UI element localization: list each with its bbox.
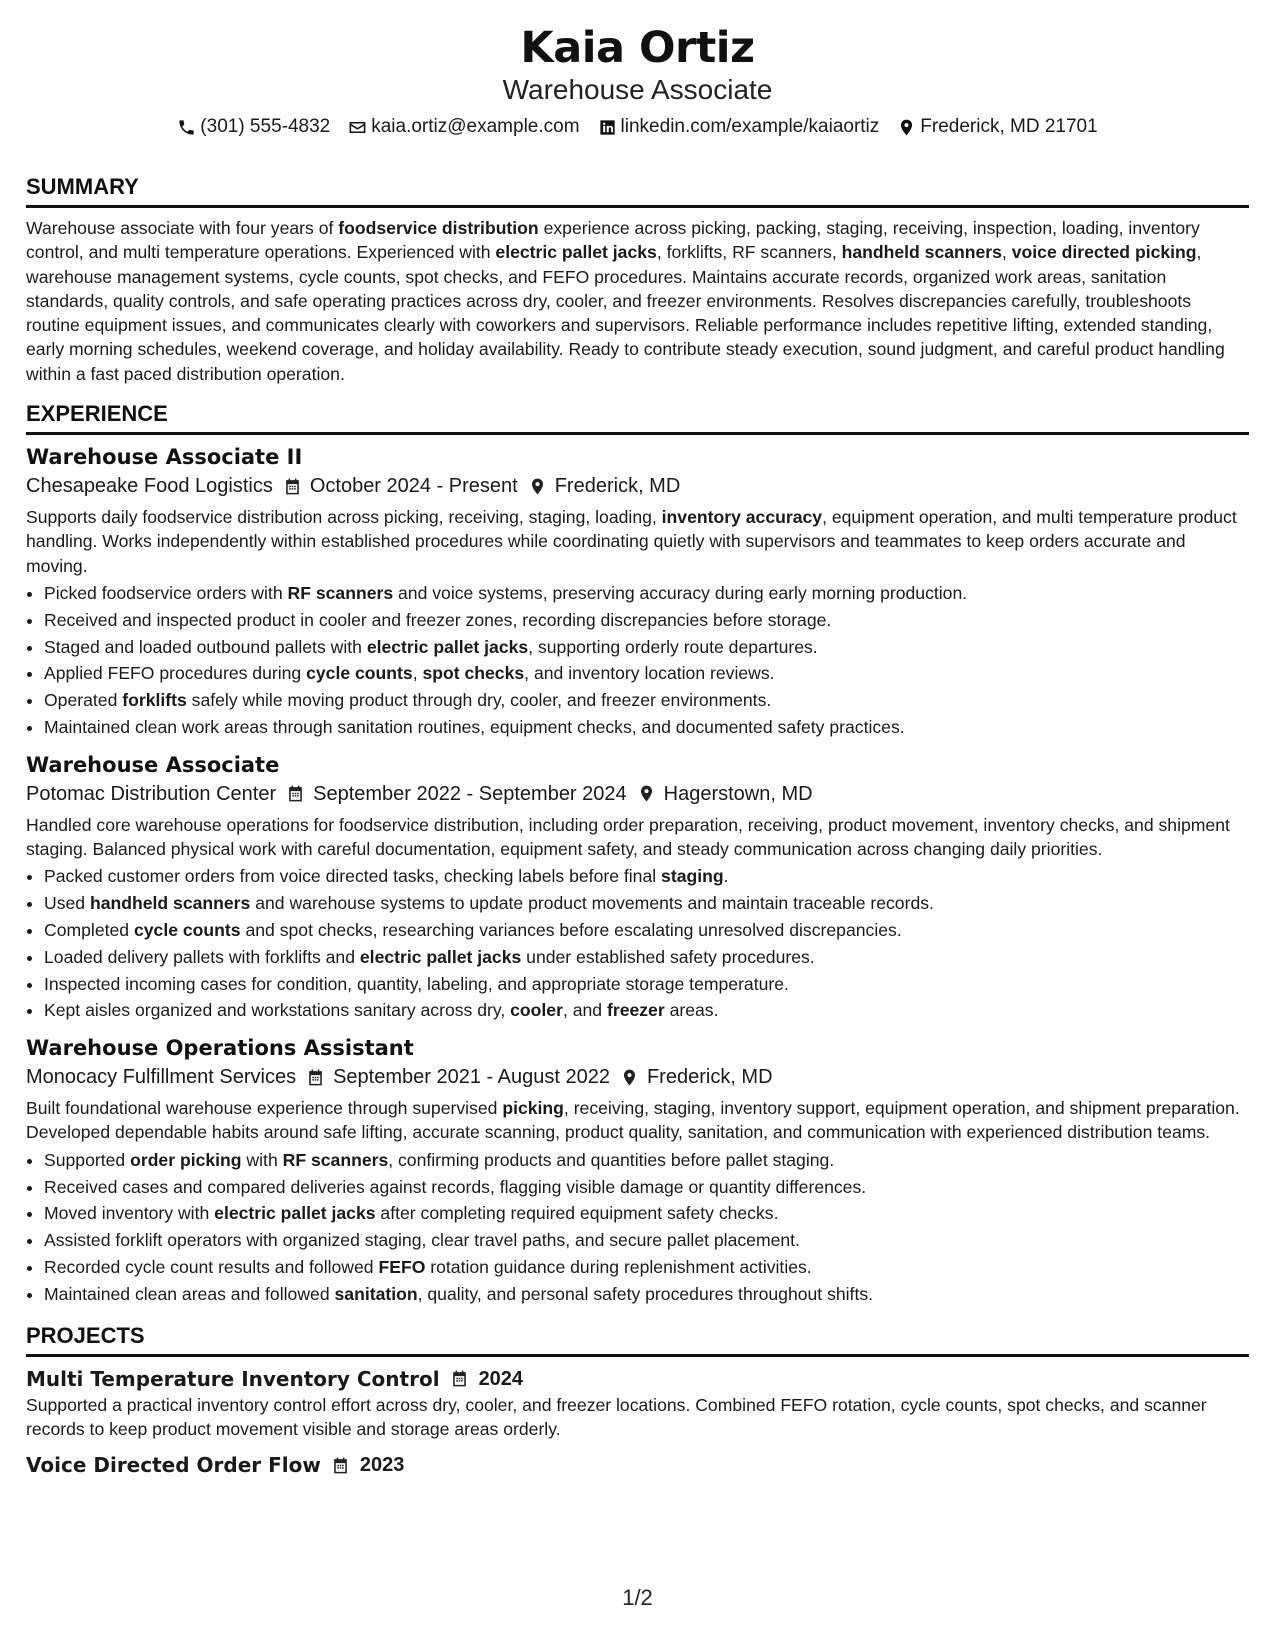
keyword: inventory accuracy	[661, 507, 823, 528]
job-location	[528, 471, 681, 501]
job-location	[637, 779, 813, 809]
bullet-item: • Received cases and compared deliveries against records, flagging visible damage or quantity differences.	[44, 1174, 1249, 1201]
dates-text: September 2022 - September 2024	[313, 782, 627, 805]
location-text: Frederick, MD 21701	[920, 116, 1098, 137]
contact-linkedin[interactable]	[598, 114, 880, 140]
location-text: Frederick, MD	[554, 475, 681, 498]
phone-icon	[177, 118, 196, 137]
resume-header	[0, 0, 1275, 140]
job-summary: Handled core warehouse operations for foodservice distribution, including order preparation, receiving, product movement, inventory checks, and shipment staging. Balanced physical work with careful documentation, equipment safety, and steady communication across changing daily priorities.	[26, 814, 1230, 860]
job-title: Warehouse Associate II	[26, 445, 303, 470]
bullet-item: • Inspected incoming cases for condition, quantity, labeling, and appropriate storage temperature.	[44, 971, 1249, 998]
bullet-item: • Kept aisles organized and workstations sanitary across dry, cooler, and freezer areas.	[44, 997, 1249, 1024]
candidate-name: Kaia Ortiz	[520, 23, 755, 73]
keyword: voice directed picking	[1011, 242, 1197, 263]
job-meta	[26, 1062, 1249, 1092]
job-dates	[286, 779, 627, 809]
linkedin-text: linkedin.com/example/kaiaortiz	[620, 116, 880, 137]
calendar-icon	[450, 1369, 469, 1388]
calendar-icon	[306, 1068, 325, 1087]
project-year: 2024	[478, 1367, 524, 1390]
project-year: 2023	[359, 1454, 405, 1477]
company-name: Chesapeake Food Logistics	[26, 475, 273, 498]
location-text: Hagerstown, MD	[663, 782, 813, 805]
bullet-item: • Packed customer orders from voice directed tasks, checking labels before final staging.	[44, 863, 1249, 890]
bullet-item: • Loaded delivery pallets with forklifts and electric pallet jacks under established safety procedures.	[44, 944, 1249, 971]
keyword: cycle counts	[306, 663, 413, 684]
bullet-item: • Assisted forklift operators with organized staging, clear travel paths, and secure pallet placement.	[44, 1227, 1249, 1254]
keyword: electric pallet jacks	[366, 636, 529, 657]
company-name: Monocacy Fulfillment Services	[26, 1066, 297, 1089]
keyword: sanitation	[334, 1283, 418, 1304]
contact-location	[897, 114, 1097, 140]
projects-heading: PROJECTS	[26, 1322, 145, 1348]
job-dates	[306, 1062, 610, 1092]
bullet-item: • Used handheld scanners and warehouse systems to update product movements and maintain traceable records.	[44, 890, 1249, 917]
section-divider	[26, 1354, 1249, 1357]
keyword: electric pallet jacks	[214, 1203, 376, 1224]
project-entry	[26, 1451, 1249, 1479]
map-pin-icon	[897, 118, 916, 137]
bullet-item: • Operated forklifts safely while moving product through dry, cooler, and freezer environments.	[44, 687, 1249, 714]
keyword: electric pallet jacks	[495, 242, 657, 263]
keyword: electric pallet jacks	[359, 946, 522, 967]
summary-text: Warehouse associate with four years of foodservice distribution experience across picking, packing, staging, receiving, inspection, loading, inventory control, and multi temperature operations. Experienced with electric pallet jacks, forklifts, RF scanners, handheld scanners, voice directed picking, warehouse management systems, cycle counts, spot checks, and FEFO procedures. Maintains accurate records, organized work areas, sanitation standards, quality controls, and safe operating practices across dry, cooler, and freezer environments. Resolves discrepancies carefully, troubleshoots routine equipment issues, and communicates clearly with coworkers and supervisors. Reliable performance includes repetitive lifting, extended standing, early morning schedules, weekend coverage, and holiday availability. Ready to contribute steady execution, sound judgment, and careful product handling within a fast paced distribution operation.	[26, 218, 1225, 384]
project-title: Multi Temperature Inventory Control	[26, 1366, 440, 1391]
keyword: spot checks	[422, 663, 525, 684]
job-title: Warehouse Operations Assistant	[26, 1036, 414, 1061]
projects-section	[26, 1322, 1249, 1480]
map-pin-icon	[637, 784, 656, 803]
keyword: RF scanners	[287, 582, 394, 603]
keyword: foodservice distribution	[338, 218, 539, 238]
bullet-item: • Completed cycle counts and spot checks, researching variances before escalating unresolved discrepancies.	[44, 917, 1249, 944]
job-title: Warehouse Associate	[26, 752, 280, 777]
job-location	[620, 1062, 773, 1092]
candidate-role: Warehouse Associate	[502, 74, 773, 105]
contact-bar	[0, 114, 1275, 140]
contact-email[interactable]	[348, 114, 579, 140]
keyword: forklifts	[122, 690, 187, 711]
calendar-icon	[331, 1456, 350, 1475]
bullet-item: • Maintained clean work areas through sanitation routines, equipment checks, and documented safety practices.	[44, 714, 1249, 741]
bullet-item: • Moved inventory with electric pallet jacks after completing required equipment safety checks.	[44, 1200, 1249, 1227]
job-entry	[26, 443, 1249, 741]
project-list	[26, 1365, 1249, 1480]
job-summary: Built foundational warehouse experience through supervised picking, receiving, staging, inventory support, equipment operation, and shipment preparation. Developed dependable habits around safe lifting, accurate scanning, product quality, sanitation, and communication with experienced distribution teams.	[26, 1098, 1240, 1143]
keyword: order picking	[130, 1149, 242, 1170]
job-dates	[283, 471, 518, 501]
bullet-item: • Supported order picking with RF scanners, confirming products and quantities before pallet staging.	[44, 1147, 1249, 1174]
envelope-icon	[348, 118, 367, 137]
email-text: kaia.ortiz@example.com	[371, 116, 580, 137]
page-number: 1/2	[622, 1585, 653, 1610]
keyword: freezer	[606, 1000, 665, 1021]
keyword: picking	[502, 1098, 564, 1119]
map-pin-icon	[620, 1068, 639, 1087]
job-bullets	[26, 1147, 1249, 1308]
calendar-icon	[283, 477, 302, 496]
keyword: FEFO	[378, 1256, 426, 1277]
project-entry	[26, 1365, 1249, 1442]
job-entry	[26, 751, 1249, 1024]
job-summary: Supports daily foodservice distribution across picking, receiving, staging, loading, inventory accuracy, equipment operation, and multi temperature product handling. Works independently within established procedures while coordinating quietly with supervisors and teammates to keep orders accurate and moving.	[26, 507, 1237, 576]
section-divider	[26, 205, 1249, 208]
phone-text: (301) 555-4832	[200, 116, 331, 137]
project-title-row	[26, 1365, 1249, 1393]
keyword: RF scanners	[282, 1149, 389, 1170]
linkedin-icon	[598, 118, 617, 137]
experience-heading: EXPERIENCE	[26, 401, 168, 427]
section-divider	[26, 432, 1249, 435]
dates-text: October 2024 - Present	[309, 475, 518, 498]
job-bullets	[26, 580, 1249, 741]
contact-phone[interactable]	[177, 114, 330, 140]
project-title-row	[26, 1451, 1249, 1479]
location-text: Frederick, MD	[646, 1066, 773, 1089]
company-name: Potomac Distribution Center	[26, 782, 277, 805]
bullet-item: • Staged and loaded outbound pallets with electric pallet jacks, supporting orderly route departures.	[44, 634, 1249, 661]
calendar-icon	[286, 784, 305, 803]
experience-section	[26, 400, 1249, 1307]
keyword: staging	[661, 866, 724, 887]
job-meta	[26, 471, 1249, 501]
project-title: Voice Directed Order Flow	[26, 1453, 321, 1478]
keyword: handheld scanners	[841, 242, 1002, 263]
job-meta	[26, 779, 1249, 809]
keyword: cycle counts	[133, 919, 241, 940]
job-entry	[26, 1034, 1249, 1307]
map-pin-icon	[528, 477, 547, 496]
bullet-item: • Applied FEFO procedures during cycle counts, spot checks, and inventory location reviews.	[44, 660, 1249, 687]
keyword: handheld scanners	[89, 893, 251, 914]
keyword: cooler	[510, 1000, 563, 1021]
job-list	[26, 443, 1249, 1307]
summary-section	[26, 173, 1249, 386]
job-bullets	[26, 863, 1249, 1024]
bullet-item: • Picked foodservice orders with RF scanners and voice systems, preserving accuracy during early morning production.	[44, 580, 1249, 607]
summary-heading: SUMMARY	[26, 174, 139, 199]
dates-text: September 2021 - August 2022	[333, 1066, 610, 1089]
bullet-item: • Received and inspected product in cooler and freezer zones, recording discrepancies before storage.	[44, 607, 1249, 634]
project-description: Supported a practical inventory control effort across dry, cooler, and freezer locations. Combined FEFO rotation, cycle counts, spot checks, and scanner records to keep product movement visible and storage areas orderly.	[26, 1394, 1207, 1439]
resume-body	[26, 165, 1249, 1479]
bullet-item: • Maintained clean areas and followed sanitation, quality, and personal safety procedures throughout shifts.	[44, 1281, 1249, 1308]
bullet-item: • Recorded cycle count results and followed FEFO rotation guidance during replenishment activities.	[44, 1254, 1249, 1281]
